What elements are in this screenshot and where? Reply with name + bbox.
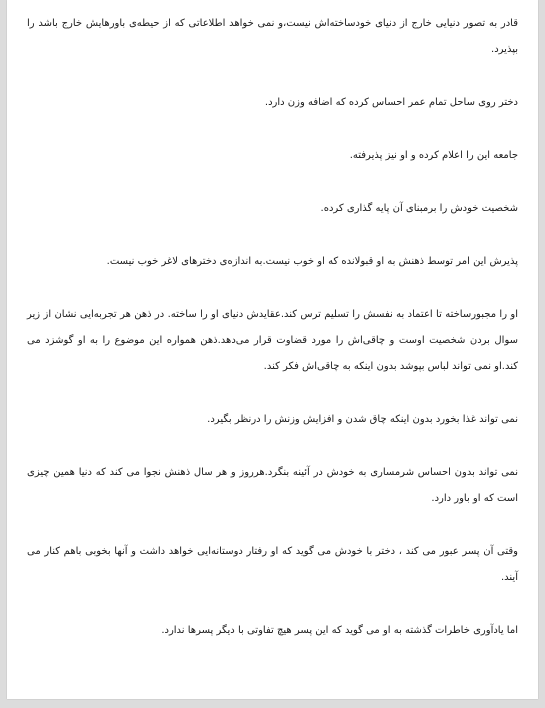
paragraph-9: وقتی آن پسر عبور می کند ، دختر با خودش می گوید که او رفتار دوستانه‌ایی خواهد داشت و آنها بخوبی باهم کنار می آیند.: [27, 546, 518, 583]
paragraph-4: شخصیت خودش را برمبنای آن پایه گذاری کرده.: [320, 203, 518, 214]
paragraph-6: او را مجبورساخته تا اعتماد به نفسش را تسلیم ترس کند.عقایدش دنیای او را ساخته. در ذهن هر تجربه‌ایی نشان از زیر سوال بردن شخصیت اوست و چاقی‌اش را مورد قضاوت قرار می‌دهد.ذهن همواره این موضوع را به او گوشزد می کند.او نمی تواند لباس بپوشد بدون اینکه به چاقی‌اش فکر کند.: [27, 309, 518, 372]
document-body: [27, 11, 518, 671]
paragraph-3: جامعه این را اعلام کرده و او نیز پذیرفته.: [349, 150, 518, 161]
paragraph-5: پذیرش این امر توسط ذهنش به او قبولانده که او خوب نیست.به اندازه‌ی دخترهای لاغر خوب نیست.: [106, 256, 518, 267]
paragraph-1: قادر به تصور دنیایی خارج از دنیای خودساخته‌اش نیست،و نمی خواهد اطلاعاتی که از حیطه‌ی باورهایش خارج باشد را بپذیرد.: [27, 18, 518, 55]
paragraph-7: نمی تواند غذا بخورد بدون اینکه چاق شدن و افزایش وزنش را درنظر بگیرد.: [207, 414, 518, 425]
paragraph-10: اما یادآوری خاطرات گذشته به او می گوید که این پسر هیچ تفاوتی با دیگر پسرها ندارد.: [161, 625, 518, 636]
paragraph-8: نمی تواند بدون احساس شرمساری به خودش در آئینه بنگرد.هرروز و هر سال ذهنش نجوا می کند که دنیا همین چیزی است که او باور دارد.: [27, 467, 518, 504]
paragraph-2: دختر روی ساحل تمام عمر احساس کرده که اضافه وزن دارد.: [264, 97, 518, 108]
document-page: [7, 0, 538, 699]
